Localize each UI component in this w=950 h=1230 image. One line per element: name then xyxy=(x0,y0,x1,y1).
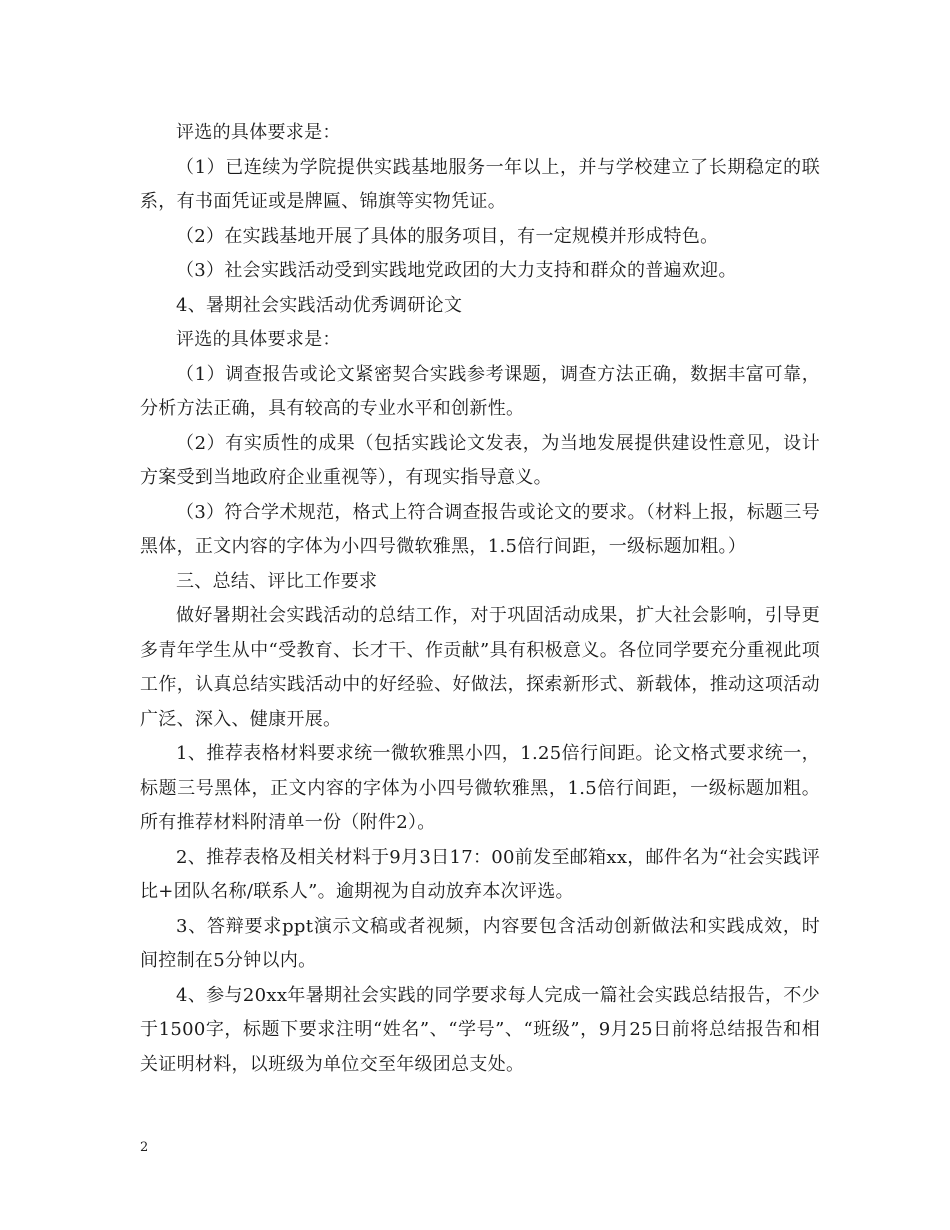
paragraph-section-4-title: 4、暑期社会实践活动优秀调研论文 xyxy=(176,294,463,316)
paragraph-requirement-2: （2）在实践基地开展了具体的服务项目，有一定规模并形成特色。 xyxy=(176,225,719,247)
paragraph-requirement-1: （1）已连续为学院提供实践基地服务一年以上，并与学校建立了长期稳定的联系，有书面凭证或是牌匾、锦旗等实物凭证。 xyxy=(140,156,820,212)
paragraph-summary-item-2: 2、推荐表格及相关材料于9月3日17：00前发至邮箱xx，邮件名为“社会实践评比+团队名称/联系人”。逾期视为自动放弃本次评选。 xyxy=(140,846,820,902)
document-body xyxy=(140,116,820,1082)
page-number: 2 xyxy=(140,1140,149,1155)
paragraph-paper-requirement-2: （2）有实质性的成果（包括实践论文发表，为当地发展提供建设性意见，设计方案受到当地政府企业重视等），有现实指导意义。 xyxy=(140,432,820,488)
paragraph-paper-requirement-1: （1）调查报告或论文紧密契合实践参考课题，调查方法正确，数据丰富可靠，分析方法正确，具有较高的专业水平和创新性。 xyxy=(140,363,820,419)
paragraph-section-3-title: 三、总结、评比工作要求 xyxy=(176,570,378,592)
paragraph-paper-requirement-3: （3）符合学术规范，格式上符合调查报告或论文的要求。（材料上报，标题三号黑体，正文内容的字体为小四号微软雅黑，1.5倍行间距，一级标题加粗。） xyxy=(140,501,820,557)
paragraph-summary-item-3: 3、答辩要求ppt演示文稿或者视频，内容要包含活动创新做法和实践成效，时间控制在5分钟以内。 xyxy=(140,915,820,971)
paragraph-requirements-heading-1: 评选的具体要求是： xyxy=(176,122,341,143)
paragraph-summary-item-4: 4、参与20xx年暑期社会实践的同学要求每人完成一篇社会实践总结报告，不少于1500字，标题下要求注明“姓名”、“学号”、“班级”，9月25日前将总结报告和相关证明材料，以班级为单位交至年级团总支处。 xyxy=(140,984,820,1075)
paragraph-requirements-heading-2: 评选的具体要求是： xyxy=(176,329,341,350)
paragraph-summary-item-1: 1、推荐表格材料要求统一微软雅黑小四，1.25倍行间距。论文格式要求统一，标题三号黑体，正文内容的字体为小四号微软雅黑，1.5倍行间距，一级标题加粗。所有推荐材料附清单一份（附件2）。 xyxy=(140,743,820,833)
paragraph-requirement-3: （3）社会实践活动受到实践地党政团的大力支持和群众的普遍欢迎。 xyxy=(176,260,737,281)
paragraph-summary-intro: 做好暑期社会实践活动的总结工作，对于巩固活动成果，扩大社会影响，引导更多青年学生从中“受教育、长才干、作贡献”具有积极意义。各位同学要充分重视此项工作，认真总结实践活动中的好经验、好做法，探索新形式、新载体，推动这项活动广泛、深入、健康开展。 xyxy=(140,605,820,730)
